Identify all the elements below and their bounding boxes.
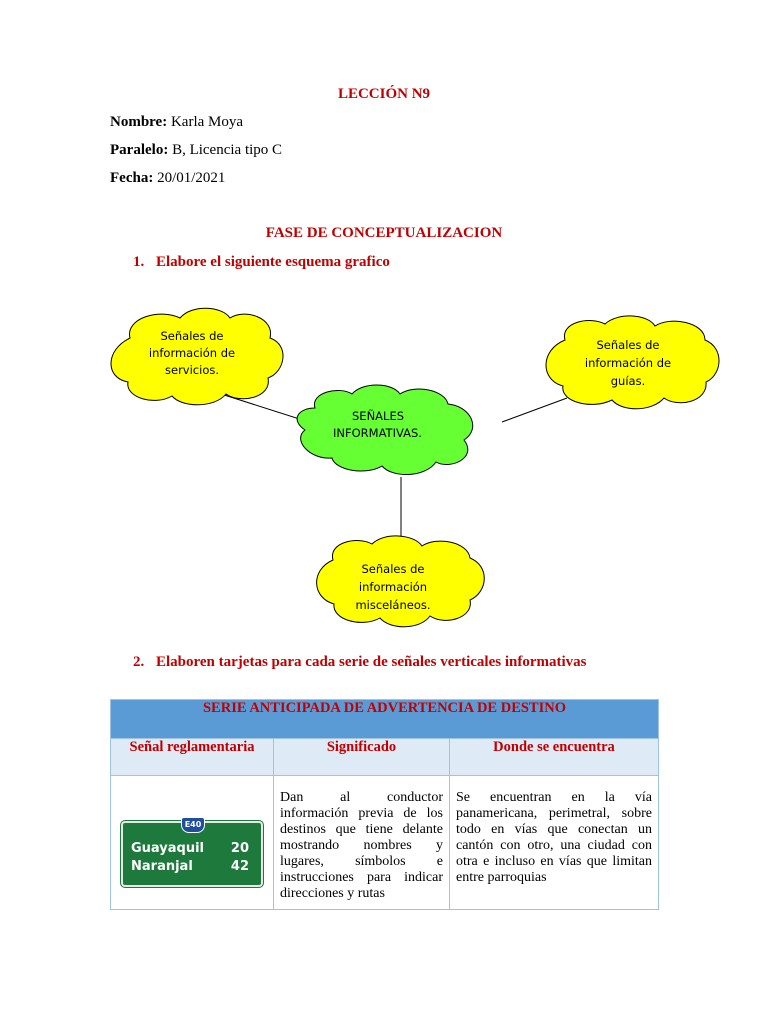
phase-title: FASE DE CONCEPTUALIZACION (265, 225, 503, 241)
column-header-significado (274, 739, 450, 776)
signs-table (110, 699, 659, 910)
cloud-servicios-line-1: Señales de (160, 329, 224, 343)
concept-diagram (0, 300, 768, 645)
cloud-servicios (111, 308, 283, 405)
guide-sign-image (121, 821, 263, 887)
column-header-significado-text: Significado (326, 739, 397, 755)
table-title: SERIE ANTICIPADA DE ADVERTENCIA DE DESTINO (202, 700, 567, 716)
column-header-donde (450, 739, 659, 776)
nombre-line (110, 114, 243, 131)
sign-cell (111, 776, 274, 910)
cloud-miscelaneos-line-2: información (358, 580, 428, 594)
instruction-1 (133, 254, 390, 271)
sign-row-1 (131, 841, 249, 856)
cloud-center-line-2: INFORMATIVAS. (333, 426, 422, 440)
cloud-guias-line-2: información de (584, 356, 672, 370)
column-header-senal (111, 739, 274, 776)
column-header-donde-text: Donde se encuentra (493, 739, 615, 755)
fecha-value: 20/01/2021 (153, 170, 226, 186)
cloud-center-line-1: SEÑALES (352, 409, 405, 423)
cloud-servicios-line-2: información de (148, 346, 236, 360)
route-shield-icon: E40 (181, 817, 205, 833)
table-title-cell (111, 700, 659, 739)
paralelo-label: Paralelo: (110, 142, 169, 158)
sign-destination-2: Naranjal (131, 859, 193, 874)
sign-destination-1: Guayaquil (131, 841, 205, 856)
cloud-guias (546, 316, 719, 409)
cloud-guias-line-3: guías. (610, 374, 646, 388)
instruction-2-text: Elaboren tarjetas para cada serie de señales verticales informativas (156, 654, 587, 670)
instruction-1-number: 1. (133, 254, 145, 270)
fecha-label: Fecha: (110, 170, 154, 186)
cloud-miscelaneos-line-3: misceláneos. (355, 598, 431, 612)
sign-distance-2: 42 (230, 859, 249, 874)
nombre-value: Karla Moya (167, 114, 244, 130)
sign-distance-1: 20 (230, 841, 249, 856)
instruction-2-number: 2. (133, 654, 145, 670)
significado-cell: Dan al conductor información previa de los destinos que tiene delante mostrando nombres y lugares, símbolos e instrucciones para indicar direcciones y rutas (274, 776, 450, 910)
paralelo-line (110, 142, 282, 159)
instruction-2 (133, 654, 586, 671)
cloud-miscelaneos (317, 536, 485, 627)
cloud-center (297, 385, 473, 475)
nombre-label: Nombre: (110, 114, 168, 130)
cloud-servicios-line-3: servicios. (165, 363, 219, 377)
fecha-line (110, 170, 225, 187)
sign-row-2 (131, 859, 249, 874)
donde-cell: Se encuentran en la vía panamericana, perimetral, sobre todo en vías que conectan un cantón con otro, una ciudad con otra e incluso en vías que limitan entre parroquias (450, 776, 659, 910)
connector-guias (502, 398, 567, 422)
paralelo-value: B, Licencia tipo C (168, 142, 283, 158)
table-row (111, 776, 659, 910)
column-header-senal-text: Señal reglamentaria (129, 739, 255, 755)
cloud-miscelaneos-line-1: Señales de (361, 562, 425, 576)
cloud-guias-line-1: Señales de (596, 338, 660, 352)
lesson-title: LECCIÓN N9 (337, 86, 431, 102)
instruction-1-text: Elabore el siguiente esquema grafico (156, 254, 390, 270)
